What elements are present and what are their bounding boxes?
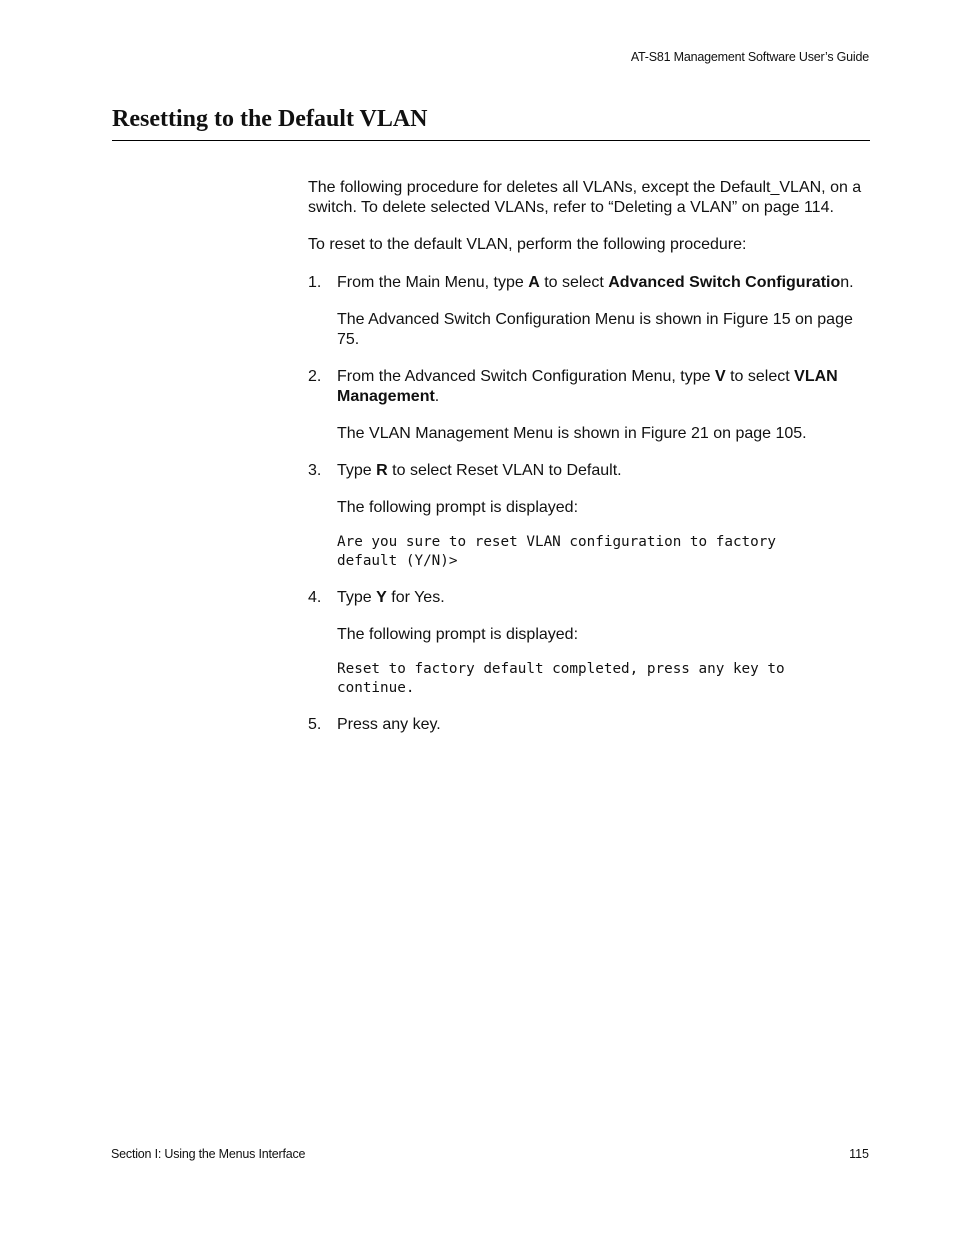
footer-section: Section I: Using the Menus Interface [111,1147,306,1161]
step-2 [308,367,870,444]
step-text: Type R to select Reset VLAN to Default. [337,462,622,479]
step-5 [308,715,870,735]
console-prompt: Are you sure to reset VLAN configuration to factory default (Y/N)> [337,534,776,569]
procedure-lead-in: To reset to the default VLAN, perform the following procedure: [308,236,747,253]
title-rule [112,140,870,141]
step-note: The following prompt is displayed: [337,626,579,643]
step-note: The following prompt is displayed: [337,499,579,516]
step-4 [308,588,870,698]
step-number: 2. [308,368,322,385]
step-number: 3. [308,462,322,479]
procedure-steps [308,273,870,735]
section-title: Resetting to the Default VLAN [112,106,428,132]
step-text: From the Advanced Switch Configuration Menu, type V to select VLAN Management. [337,368,838,405]
step-1 [308,273,870,350]
step-number: 5. [308,716,322,733]
step-text: Press any key. [337,716,441,733]
step-text: From the Main Menu, type A to select Advanced Switch Configuration. [337,274,854,291]
body-content [308,178,870,735]
running-header: AT-S81 Management Software User’s Guide [630,50,869,64]
intro-paragraph: The following procedure for deletes all VLANs, except the Default_VLAN, on a switch. To delete selected VLANs, refer to “Deleting a VLAN” on page 114. [308,179,862,216]
step-text: Type Y for Yes. [337,589,445,606]
step-note: The VLAN Management Menu is shown in Figure 21 on page 105. [337,425,807,442]
step-number: 4. [308,589,322,606]
console-prompt: Reset to factory default completed, press any key to continue. [337,661,785,696]
step-3 [308,461,870,571]
step-note: The Advanced Switch Configuration Menu is shown in Figure 15 on page 75. [337,311,853,348]
step-number: 1. [308,274,322,291]
page-number: 115 [849,1147,869,1161]
